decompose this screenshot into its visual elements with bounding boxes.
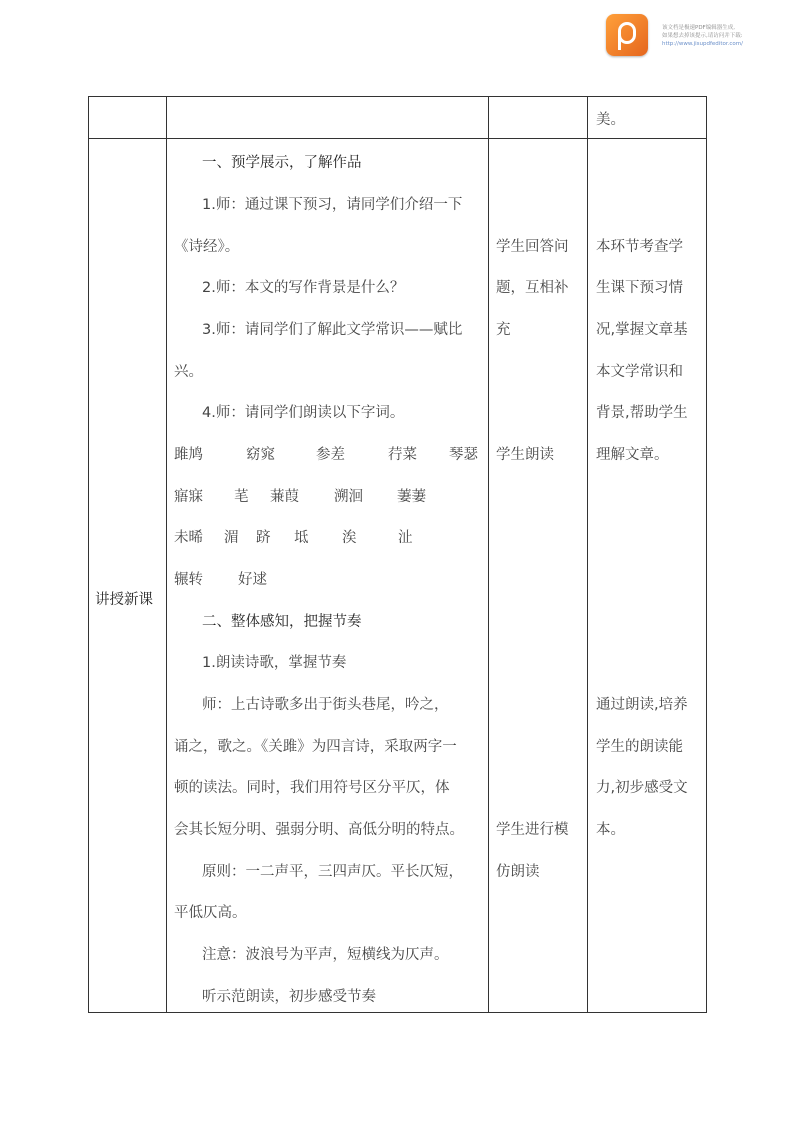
intent-text: 况,掌握文章基 (596, 322, 688, 338)
vocab-word: 芼 (234, 489, 249, 505)
pdf-editor-logo-icon (606, 14, 648, 56)
step-1-text: 1.师：通过课下预习，请同学们介绍一下 (202, 197, 463, 213)
intent-text: 本。 (596, 822, 625, 838)
student-text: 仿朗读 (496, 864, 540, 880)
vocab-word: 辗转 (174, 572, 203, 588)
vocab-word: 窈窕 (246, 447, 275, 463)
intent-cell-text: 美。 (596, 112, 625, 128)
vocab-word: 萋萋 (397, 489, 426, 505)
column-divider (488, 96, 489, 1013)
watermark-notice (662, 24, 792, 48)
vocab-word: 参差 (316, 447, 345, 463)
teacher-para-line: 诵之，歌之。《关雎》为四言诗，采取两字一 (174, 739, 457, 755)
step-1-text-cont: 《诗经》。 (174, 239, 240, 255)
vocab-word: 跻 (256, 530, 271, 546)
student-text: 学生朗读 (496, 447, 554, 463)
column-divider (166, 96, 167, 1013)
student-text: 学生进行模 (496, 822, 569, 838)
row-divider (88, 138, 707, 139)
intent-text: 背景,帮助学生 (596, 405, 688, 421)
student-text: 题，互相补 (496, 280, 569, 296)
intent-text: 学生的朗读能 (596, 739, 683, 755)
lesson-plan-table (88, 96, 707, 1013)
heading-preview: 一、预学展示，了解作品 (202, 155, 362, 171)
step-3-text-cont: 兴。 (174, 364, 203, 380)
vocab-word: 好逑 (238, 572, 267, 588)
student-text: 学生回答问 (496, 239, 569, 255)
intent-text: 生课下预习情 (596, 280, 683, 296)
vocab-word: 未晞 (174, 530, 203, 546)
watermark-line-1: 该文档是极速PDF编辑器生成, (662, 25, 735, 31)
step-2-text: 2.师：本文的写作背景是什么？ (202, 280, 405, 296)
column-divider (587, 96, 588, 1013)
intent-text: 理解文章。 (596, 447, 669, 463)
vocab-word: 雎鸠 (174, 447, 203, 463)
vocab-word: 荇菜 (388, 447, 417, 463)
watermark-url[interactable]: http://www.jisupdfeditor.com/ (662, 41, 743, 47)
step-4-text: 4.师：请同学们朗读以下字词。 (202, 405, 405, 421)
intent-text: 本文学常识和 (596, 364, 683, 380)
section-label: 讲授新课 (95, 592, 153, 608)
student-text: 充 (496, 322, 511, 338)
note-line: 注意：波浪号为平声，短横线为仄声。 (202, 947, 449, 963)
principle-line: 原则：一二声平，三四声仄。平长仄短， (202, 864, 463, 880)
vocab-word: 湄 (224, 530, 239, 546)
teacher-para-line: 会其长短分明、强弱分明、高低分明的特点。 (174, 822, 464, 838)
teacher-para-line: 师：上古诗歌多出于街头巷尾，吟之， (202, 697, 449, 713)
vocab-word: 沚 (398, 530, 413, 546)
vocab-word: 溯洄 (334, 489, 363, 505)
intent-text: 力,初步感受文 (596, 780, 688, 796)
watermark-line-2: 如果想去掉该提示,请访问并下载: (662, 33, 743, 39)
principle-line-cont: 平低仄高。 (174, 905, 247, 921)
table-border-bottom (88, 1012, 707, 1013)
sub-step-1: 1.朗读诗歌，掌握节奏 (202, 655, 347, 671)
vocab-word: 蒹葭 (270, 489, 299, 505)
vocab-word: 坻 (294, 530, 309, 546)
step-3-text: 3.师：请同学们了解此文学常识——赋比 (202, 322, 463, 338)
vocab-word: 琴瑟 (449, 447, 478, 463)
vocab-word: 涘 (342, 530, 357, 546)
table-border-right (706, 96, 707, 1013)
vocab-word: 寤寐 (174, 489, 203, 505)
intent-text: 通过朗读,培养 (596, 697, 688, 713)
table-border-left (88, 96, 89, 1013)
heading-overall: 二、整体感知，把握节奏 (202, 614, 362, 630)
intent-text: 本环节考查学 (596, 239, 683, 255)
listen-line: 听示范朗读，初步感受节奏 (202, 989, 376, 1005)
table-border-top (88, 96, 707, 97)
teacher-para-line: 顿的读法。同时，我们用符号区分平仄，体 (174, 780, 450, 796)
